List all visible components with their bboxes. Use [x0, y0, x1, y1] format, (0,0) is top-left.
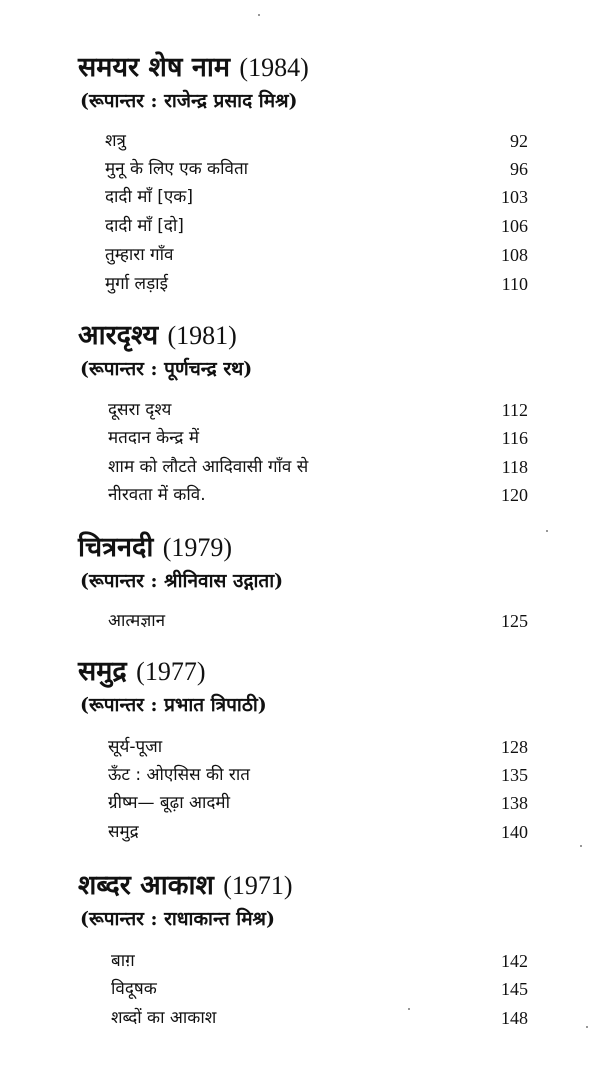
section-year: (1979)	[162, 533, 233, 562]
entry-page: 103	[501, 187, 528, 207]
list-item	[0, 790, 600, 818]
entry-title: तुम्हारा गाँव	[105, 245, 174, 265]
entry-page: 138	[501, 793, 528, 813]
section-title	[78, 532, 232, 564]
section-title	[78, 52, 309, 84]
list-item	[0, 271, 600, 299]
entry-title: आत्मज्ञान	[108, 611, 166, 631]
entry-title: शब्दों का आकाश	[111, 1008, 217, 1028]
entry-title: समुद्र	[108, 822, 139, 842]
section-name: आरदृश्य	[78, 320, 159, 351]
entry-page: 108	[501, 245, 528, 265]
list-item	[0, 397, 600, 425]
list-item	[0, 482, 600, 510]
entry-title: दादी माँ [दो]	[105, 216, 184, 236]
section-translator: (रूपान्तर : श्रीनिवास उद्गाता)	[80, 570, 284, 592]
entry-page: 116	[501, 428, 528, 448]
scan-speck	[258, 14, 260, 16]
list-item	[0, 454, 600, 482]
entry-title: मुर्गा लड़ाई	[105, 274, 168, 294]
section-year: (1971)	[223, 871, 293, 900]
entry-page: 148	[501, 1008, 528, 1028]
scan-speck	[580, 845, 582, 847]
entry-page: 92	[510, 131, 528, 151]
entry-title: बाग़	[111, 951, 135, 971]
section-name: समयर शेष नाम	[78, 52, 230, 83]
entry-title: विदूषक	[111, 979, 157, 999]
section-title	[78, 320, 237, 352]
entry-title: ग्रीष्म— बूढ़ा आदमी	[108, 793, 230, 813]
entry-title: दूसरा दृश्य	[108, 400, 172, 420]
list-item	[0, 608, 600, 636]
section-translator: (रूपान्तर : राधाकान्त मिश्र)	[80, 908, 275, 930]
entry-page: 106	[501, 216, 528, 236]
section-title	[78, 870, 293, 902]
entry-page: 142	[501, 951, 528, 971]
entry-title: दादी माँ [एक]	[105, 187, 193, 207]
list-item	[0, 184, 600, 212]
list-item	[0, 819, 600, 847]
entry-title: शत्रु	[105, 131, 126, 151]
entry-title: नीरवता में कवि.	[108, 485, 206, 505]
section-name: शब्दर आकाश	[78, 870, 214, 901]
section-year: (1984)	[239, 53, 309, 82]
entry-page: 135	[501, 765, 528, 785]
entry-page: 128	[501, 737, 528, 757]
section-translator: (रूपान्तर : राजेन्द्र प्रसाद मिश्र)	[80, 90, 298, 112]
entry-page: 112	[501, 400, 528, 420]
entry-title: ऊँट : ओएसिस की रात	[108, 765, 250, 785]
list-item	[0, 242, 600, 270]
entry-title: शाम को लौटते आदिवासी गाँव से	[108, 457, 309, 477]
section-name: चित्रनदी	[78, 532, 154, 563]
entry-title: मतदान केन्द्र में	[108, 428, 200, 448]
section-title	[78, 656, 205, 688]
entry-page: 118	[501, 457, 528, 477]
entry-title: मुनू के लिए एक कविता	[105, 159, 249, 179]
entry-page: 140	[501, 822, 528, 842]
entry-page: 96	[510, 159, 528, 179]
section-translator: (रूपान्तर : पूर्णचन्द्र रथ)	[80, 358, 253, 380]
entry-page: 110	[501, 274, 528, 294]
section-year: (1981)	[167, 321, 237, 350]
list-item	[0, 425, 600, 453]
scan-speck	[586, 1026, 588, 1028]
entry-page: 125	[501, 611, 528, 631]
list-item	[0, 734, 600, 762]
list-item	[0, 213, 600, 241]
list-item	[0, 1005, 600, 1033]
list-item	[0, 948, 600, 976]
scan-speck	[408, 1008, 410, 1010]
list-item	[0, 156, 600, 184]
list-item	[0, 976, 600, 1004]
section-year: (1977)	[136, 657, 206, 686]
entry-page: 120	[501, 485, 528, 505]
entry-page: 145	[501, 979, 528, 999]
section-translator: (रूपान्तर : प्रभात त्रिपाठी)	[80, 694, 267, 716]
section-name: समुद्र	[78, 656, 127, 687]
list-item	[0, 128, 600, 156]
scan-speck	[546, 530, 548, 532]
list-item	[0, 762, 600, 790]
entry-title: सूर्य-पूजा	[108, 737, 163, 757]
